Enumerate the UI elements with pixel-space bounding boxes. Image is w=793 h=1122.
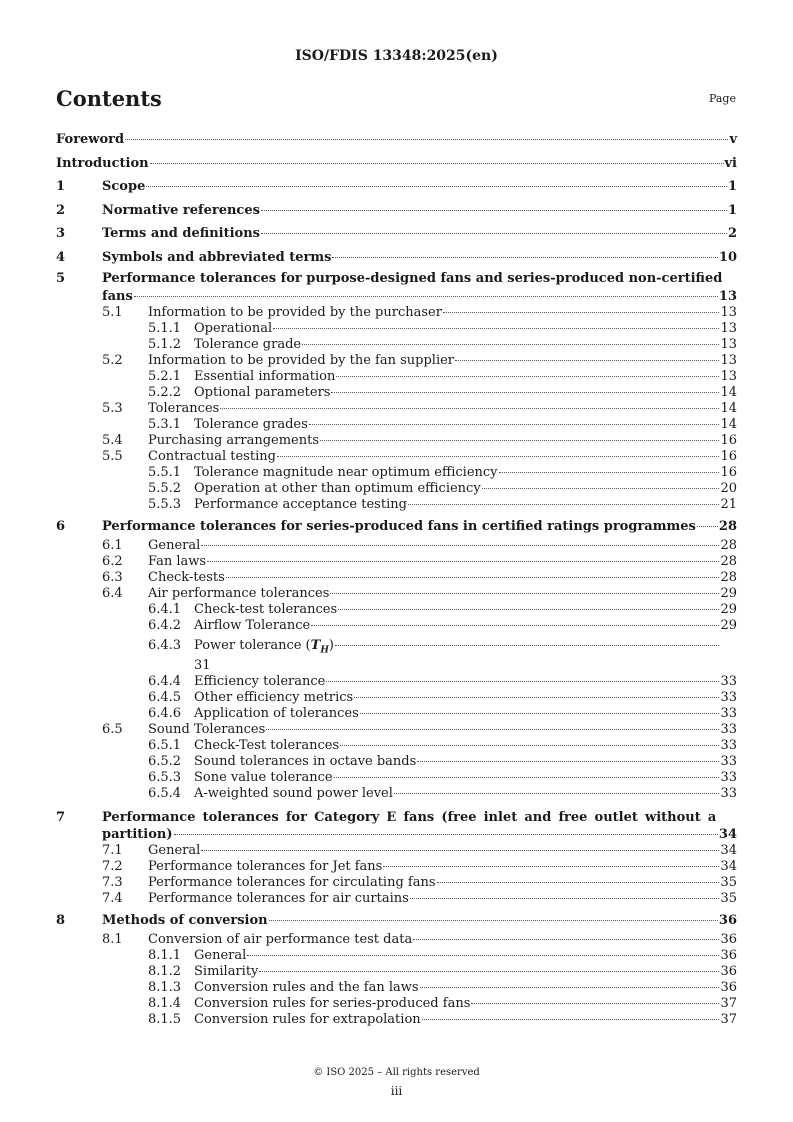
toc-entry-foreword[interactable]: Foreword v [56,132,737,147]
toc-entry-7-4[interactable]: 7.4 Performance tolerances for air curtains 35 [102,891,737,906]
toc-entry-6-4-4[interactable]: 6.4.4 Efficiency tolerance 33 [148,674,737,689]
leader-dots [455,360,719,361]
table-of-contents [56,128,737,1028]
toc-entry-5-3-1[interactable]: 5.3.1 Tolerance grades 14 [148,417,737,432]
leader-dots [499,472,720,473]
leader-dots [360,713,720,714]
page-number: iii [390,1084,403,1098]
toc-entry-6-5-1[interactable]: 6.5.1 Check-Test tolerances 33 [148,738,737,753]
toc-entry-6-4[interactable]: 6.4 Air performance tolerances 29 [102,586,737,601]
toc-entry-5-4[interactable]: 5.4 Purchasing arrangements 16 [102,433,737,448]
leader-dots [338,609,719,610]
toc-entry-normative-references[interactable]: 2 Normative references 1 [56,202,737,218]
toc-entry-5-1-1[interactable]: 5.1.1 Operational 13 [148,321,737,336]
toc-entry-5-5-3[interactable]: 5.5.3 Performance acceptance testing 21 [148,497,737,512]
leader-dots [437,882,720,883]
toc-entry-6-3[interactable]: 6.3 Check-tests 28 [102,570,737,585]
leader-dots [261,210,727,211]
leader-dots [201,545,719,546]
leader-dots [335,645,719,646]
leader-dots [261,233,727,234]
leader-dots [332,257,717,258]
leader-dots [259,971,719,972]
leader-dots [331,392,719,393]
leader-dots [174,834,718,835]
leader-dots [334,777,720,778]
leader-dots [201,850,719,851]
toc-entry-6-5-4[interactable]: 6.5.4 A-weighted sound power level 33 [148,786,737,801]
leader-dots [125,139,728,140]
toc-entry-6-4-6[interactable]: 6.4.6 Application of tolerances 33 [148,706,737,721]
toc-entry-6-2[interactable]: 6.2 Fan laws 28 [102,554,737,569]
leader-dots [420,987,720,988]
leader-dots [443,312,720,313]
leader-dots [354,697,719,698]
leader-dots [697,526,718,527]
toc-entry-5-2[interactable]: 5.2 Information to be provided by the fan supplier 13 [102,353,737,368]
leader-dots [247,955,719,956]
toc-entry-8-1[interactable]: 8.1 Conversion of air performance test data 36 [102,932,737,947]
toc-entry-5-2-1[interactable]: 5.2.1 Essential information 13 [148,369,737,384]
toc-entry-7-3[interactable]: 7.3 Performance tolerances for circulating fans 35 [102,875,737,890]
toc-entry-5-2-2[interactable]: 5.2.2 Optional parameters 14 [148,385,737,400]
toc-entry-5-5-1[interactable]: 5.5.1 Tolerance magnitude near optimum efficiency 16 [148,465,737,480]
copyright-notice: © ISO 2025 – All rights reserved [313,1067,480,1078]
toc-entry-7-1[interactable]: 7.1 General 34 [102,843,737,858]
leader-dots [150,163,724,164]
leader-dots [269,920,718,921]
leader-dots [408,504,720,505]
toc-entry-section-7[interactable]: 7 Performance tolerances for Category E fans (free inlet and free outlet without a [56,810,717,825]
toc-entry-6-1[interactable]: 6.1 General 28 [102,538,737,553]
toc-entry-8-1-1[interactable]: 8.1.1 General 36 [148,948,737,963]
leader-dots [302,344,719,345]
leader-dots [320,440,719,441]
leader-dots [394,793,720,794]
toc-entry-8-1-3[interactable]: 8.1.3 Conversion rules and the fan laws 36 [148,980,737,995]
toc-entry-6-4-3[interactable]: 6.4.3 Power tolerance $(T_H)$ [56,634,720,658]
page-column-label: Page [708,92,736,105]
leader-dots [266,729,719,730]
toc-entry-6-4-1[interactable]: 6.4.1 Check-test tolerances 29 [148,602,737,617]
toc-entry-7-2[interactable]: 7.2 Performance tolerances for Jet fans 34 [102,859,737,874]
toc-entry-5-3[interactable]: 5.3 Tolerances 14 [102,401,737,416]
leader-dots [482,488,720,489]
toc-entry-scope[interactable]: 1 Scope 1 [56,179,737,194]
toc-entry-section-7-cont[interactable]: partition) 34 [102,827,737,842]
toc-entry-6-4-2[interactable]: 6.4.2 Airflow Tolerance 29 [148,618,737,633]
leader-dots [277,456,720,457]
leader-dots [417,761,719,762]
toc-entry-introduction[interactable]: Introduction vi [56,155,737,171]
toc-entry-6-5-3[interactable]: 6.5.3 Sone value tolerance 33 [148,770,737,785]
leader-dots [273,328,719,329]
leader-dots [146,186,727,187]
leader-dots [326,681,719,682]
toc-entry-6-5[interactable]: 6.5 Sound Tolerances 33 [102,722,737,737]
toc-entry-section-8[interactable]: 8 Methods of conversion 36 [56,913,737,928]
toc-entry-5-5-2[interactable]: 5.5.2 Operation at other than optimum efficiency 20 [148,481,737,496]
leader-dots [471,1003,719,1004]
toc-entry-8-1-5[interactable]: 8.1.5 Conversion rules for extrapolation 37 [148,1012,737,1027]
leader-dots [220,408,719,409]
toc-entry-6-4-3-page: 31 [194,658,211,673]
symbol-th: $T_H$ [310,638,329,656]
leader-dots [410,898,720,899]
toc-entry-section-5[interactable]: 5 Performance tolerances for purpose-designed fans and series-produced non-certified [56,271,723,286]
leader-dots [134,296,718,297]
toc-entry-terms-definitions[interactable]: 3 Terms and definitions 2 [56,226,737,241]
toc-entry-8-1-4[interactable]: 8.1.4 Conversion rules for series-produced fans 37 [148,996,737,1011]
leader-dots [311,625,719,626]
page-title: Contents [56,86,162,111]
leader-dots [340,745,719,746]
toc-entry-section-5-cont[interactable]: fans 13 [102,289,737,304]
toc-entry-5-5[interactable]: 5.5 Contractual testing 16 [102,449,737,464]
toc-entry-6-5-2[interactable]: 6.5.2 Sound tolerances in octave bands 33 [148,754,737,769]
toc-entry-5-1[interactable]: 5.1 Information to be provided by the purchaser 13 [102,305,737,320]
leader-dots [226,577,720,578]
leader-dots [330,593,719,594]
leader-dots [309,424,720,425]
leader-dots [336,376,719,377]
toc-entry-symbols[interactable]: 4 Symbols and abbreviated terms 10 [56,249,737,265]
leader-dots [207,561,719,562]
toc-entry-5-1-2[interactable]: 5.1.2 Tolerance grade 13 [148,337,737,352]
toc-entry-6-4-5[interactable]: 6.4.5 Other efficiency metrics 33 [148,690,737,705]
document-header: ISO/FDIS 13348:2025(en) [295,48,498,64]
toc-entry-section-6[interactable]: 6 Performance tolerances for series-produced fans in certified ratings programmes 28 [56,519,737,534]
toc-entry-8-1-2[interactable]: 8.1.2 Similarity 36 [148,964,737,979]
leader-dots [422,1019,720,1020]
leader-dots [383,866,719,867]
leader-dots [413,939,719,940]
